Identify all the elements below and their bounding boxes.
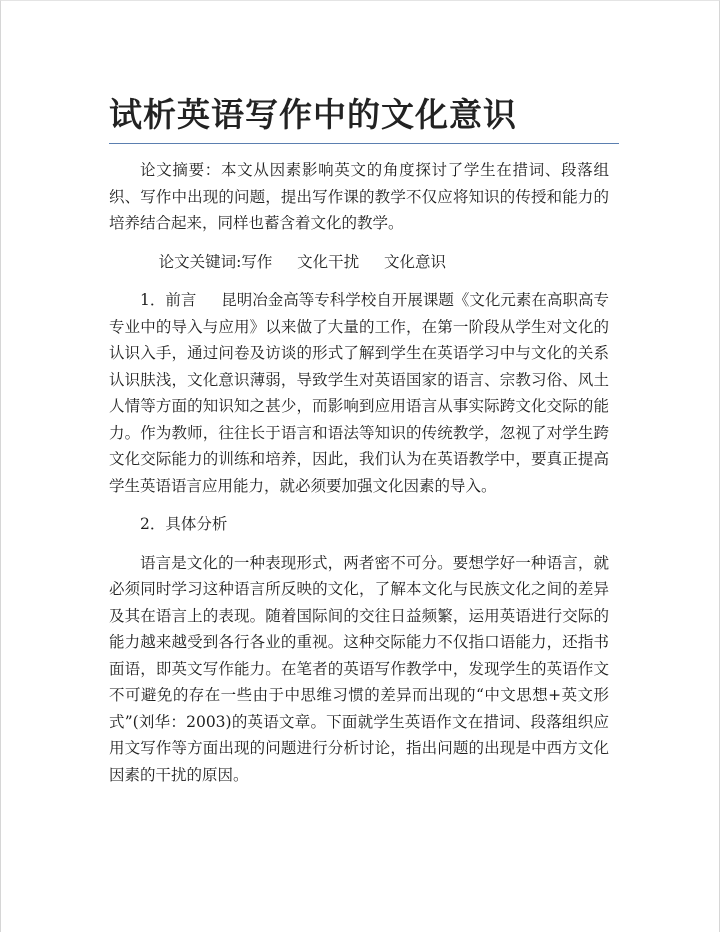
keyword-2: 文化干扰 bbox=[297, 252, 360, 271]
title-underline bbox=[109, 143, 619, 144]
keyword-3: 文化意识 bbox=[383, 252, 446, 271]
section2-heading: 2．具体分析 bbox=[140, 515, 228, 533]
section1-paragraph bbox=[109, 287, 609, 499]
keywords-line bbox=[109, 249, 609, 276]
keywords-label: 论文关键词: bbox=[158, 252, 242, 271]
abstract-paragraph: 论文摘要：本文从因素影响英文的角度探讨了学生在措词、段落组织、写作中出现的问题，提出写作课的教学不仅应将知识的传授和能力的培养结合起来，同样也蓄含着文化的教学。 bbox=[109, 161, 609, 232]
keyword-1: 写作 bbox=[241, 252, 273, 271]
document-body bbox=[109, 157, 609, 800]
document-title: 试析英语写作中的文化意识 bbox=[109, 95, 517, 134]
section2-paragraph: 语言是文化的一种表现形式，两者密不可分。要想学好一种语言，就必须同时学习这种语言所反映的文化，了解本文化与民族文化之间的差异及其在语言上的表现。随着国际间的交往日益频繁，运用英语进行交际的能力越来越受到各行各业的重视。这种交际能力不仅指口语能力，还指书面语，即英文写作能力。在笔者的英语写作教学中，发现学生的英语作文不可避免的存在一些由于中思维习惯的差异而出现的“中文思想+英文形式”(刘华：2003)的英语文章。下面就学生英语作文在措词、段落组织应用文写作等方面出现的问题进行分析讨论，指出问题的出现是中西方文化因素的干扰的原因。 bbox=[109, 553, 609, 784]
section1-text: 昆明冶金高等专科学校自开展课题《文化元素在高职高专专业中的导入与应用》以来做了大量的工作，在第一阶段从学生对文化的认识入手，通过问卷及访谈的形式了解到学生在英语学习中与文化的关系认识肤浅，文化意识薄弱，导致学生对英语国家的语言、宗教习俗、风土人情等方面的知识知之甚少，而影响到应用语言从事实际跨文化交际的能力。作为教师，往往长于语言和语法等知识的传统教学，忽视了对学生跨文化交际能力的训练和培养，因此，我们认为在英语教学中，要真正提高学生英语语言应用能力，就必须要加强文化因素的导入。 bbox=[109, 291, 609, 495]
section1-heading: 1．前言 bbox=[140, 291, 197, 309]
